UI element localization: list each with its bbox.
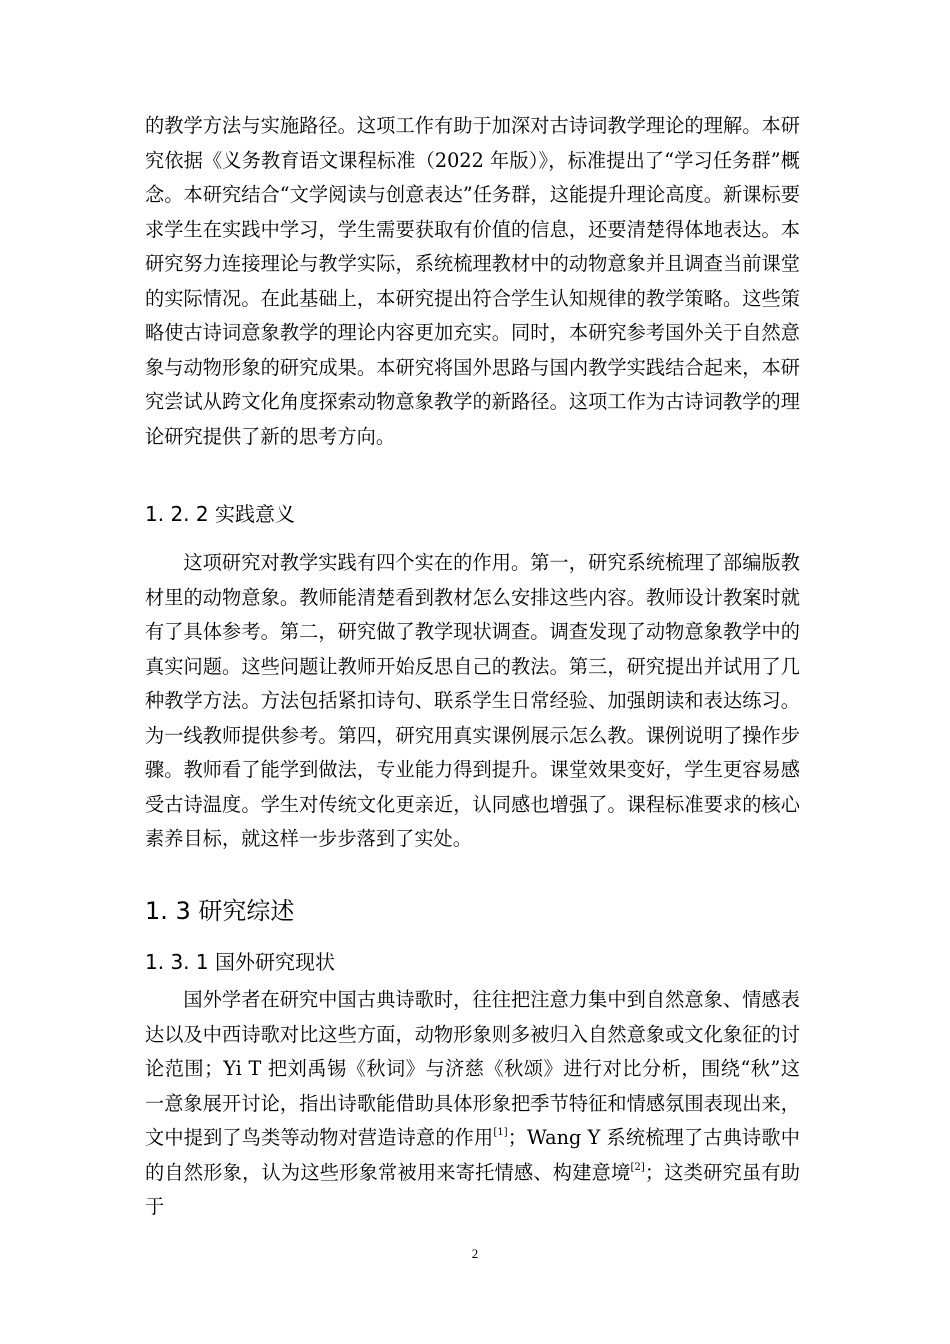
page-number: 2 <box>471 1246 479 1261</box>
foreign-research-text-part1: 国外学者在研究中国古典诗歌时，往往把注意力集中到自然意象、情感表达以及中西诗歌对比这些方面，动物形象则多被归入自然意象或文化象征的讨论范围；Yi T 把刘禹锡《秋词》与济慈《秋颂》进行对比分析，围绕“秋”这一意象展开讨论，指出诗歌能借助具体形象把季节特征和情感氛围表现出来，文中提到了鸟类等动物对营造诗意的作用 <box>145 988 800 1149</box>
intro-paragraph: 的教学方法与实施路径。这项工作有助于加深对古诗词教学理论的理解。本研究依据《义务教育语文课程标准（2022 年版）》，标准提出了“学习任务群”概念。本研究结合“文学阅读与创意表达”任务群，这能提升理论高度。新课标要求学生在实践中学习，学生需要获取有价值的信息，还要清楚得体地表达。本研究努力连接理论与教学实际，系统梳理教材中的动物意象并且调查当前课堂的实际情况。在此基础上，本研究提出符合学生认知规律的教学策略。这些策略使古诗词意象教学的理论内容更加充实。同时，本研究参考国外关于自然意象与动物形象的研究成果。本研究将国外思路与国内教学实践结合起来，本研究尝试从跨文化角度探索动物意象教学的新路径。这项工作为古诗词教学的理论研究提供了新的思考方向。 <box>145 114 800 448</box>
citation-1: [1] <box>493 1127 508 1138</box>
practical-significance-block <box>145 546 800 857</box>
citation-2: [2] <box>630 1161 645 1173</box>
section-heading-foreign-research: 1. 3. 1 国外研究现状 <box>145 950 335 974</box>
intro-paragraph-block <box>145 109 800 454</box>
section-heading-literature-review: 1. 3 研究综述 <box>145 897 295 925</box>
foreign-research-block <box>145 983 800 1225</box>
section-heading-practical-significance: 1. 2. 2 实践意义 <box>145 502 295 526</box>
foreign-research-text-part3: ；这类研究虽有助于 <box>145 1160 801 1218</box>
foreign-research-text-part2: ；Wang Y 系统梳理了古典诗歌中的自然形象，认为这些形象常被用来寄托情感、构建意境 <box>145 1126 800 1184</box>
practical-significance-paragraph: 这项研究对教学实践有四个实在的作用。第一，研究系统梳理了部编版教材里的动物意象。教师能清楚看到教材怎么安排这些内容。教师设计教案时就有了具体参考。第二，研究做了教学现状调查。调查发现了动物意象教学中的真实问题。这些问题让教师开始反思自己的教法。第三，研究提出并试用了几种教学方法。方法包括紧扣诗句、联系学生日常经验、加强朗读和表达练习。为一线教师提供参考。第四，研究用真实课例展示怎么教。课例说明了操作步骤。教师看了能学到做法，专业能力得到提升。课堂效果变好，学生更容易感受古诗温度。学生对传统文化更亲近，认同感也增强了。课程标准要求的核心素养目标，就这样一步步落到了实处。 <box>145 551 800 850</box>
foreign-research-paragraph <box>145 983 800 1225</box>
